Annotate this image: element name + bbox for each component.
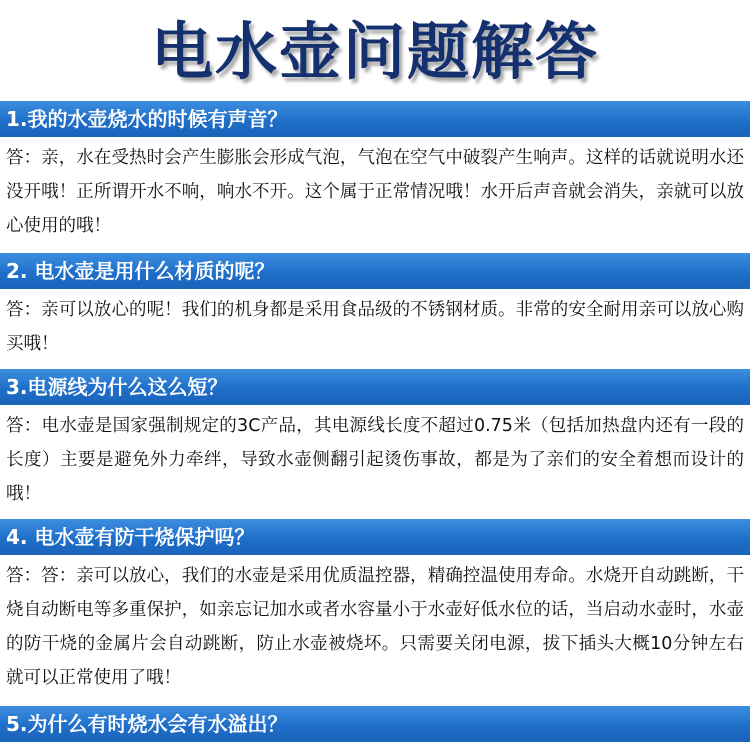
answer-text: 答：亲可以放心的呢！我们的机身都是采用食品级的不锈钢材质。非常的安全耐用亲可以放心购买哦！ (6, 300, 744, 354)
answer-text: 答：电水壶是国家强制规定的3C产品，其电源线长度不超过0.75米（包括加热盘内还有一段的长度）主要是避免外力牵绊，导致水壶侧翻引起烫伤事故，都是为了亲们的安全着想而设计的哦！ (6, 416, 744, 504)
answer-text: 答：亲，水在受热时会产生膨胀会形成气泡，气泡在空气中破裂产生响声。这样的话就说明水还没开哦！正所谓开水不响，响水不开。这个属于正常情况哦！水开后声音就会消失，亲就可以放心使用的哦！ (6, 148, 744, 236)
faq-item (0, 519, 750, 695)
faq-item (0, 369, 750, 511)
question-bar: 1.我的水壶烧水的时候有声音？ (0, 101, 750, 137)
question-bar: 4. 电水壶有防干烧保护吗？ (0, 519, 750, 555)
question-bar: 2. 电水壶是用什么材质的呢？ (0, 253, 750, 289)
question-bar: 5.为什么有时烧水会有水溢出？ (0, 706, 750, 742)
faq-item (0, 253, 750, 361)
answer-text: 答：答：亲可以放心，我们的水壶是采用优质温控器，精确控温使用寿命。水烧开自动跳断，干烧自动断电等多重保护，如亲忘记加水或者水容量小于水壶好低水位的话，当启动水壶时，水壶的防干烧的金属片会自动跳断，防止水壶被烧坏。只需要关闭电源，拔下插头大概10分钟左右就可以正常使用了哦！ (6, 566, 744, 688)
faq-item (0, 101, 750, 243)
faq-item (0, 706, 750, 742)
question-bar: 3.电源线为什么这么短？ (0, 369, 750, 405)
page-title: 电水壶问题解答 (150, 15, 599, 88)
